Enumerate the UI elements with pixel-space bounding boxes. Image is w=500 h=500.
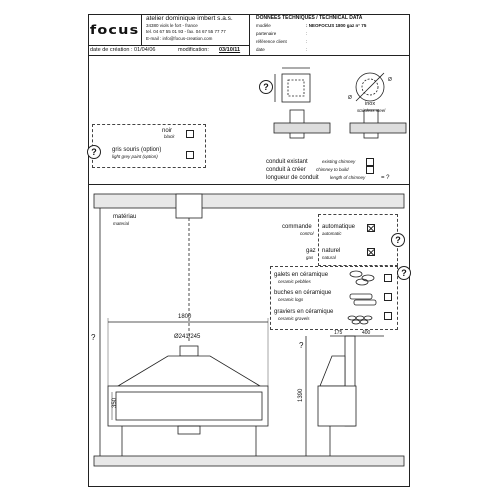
left-height-question: ? <box>91 333 96 342</box>
paint-grey-en: light grey paint (option) <box>112 154 158 159</box>
fuel-gravels-en: ceramic gravels <box>278 316 310 321</box>
paint-black-checkbox[interactable] <box>186 130 194 138</box>
control-label: commande <box>282 224 312 230</box>
control-automatic-label: automatique <box>322 224 356 230</box>
chimney-to-build-checkbox[interactable] <box>366 166 374 174</box>
gas-natural-checkbox[interactable] <box>367 248 375 256</box>
floor-section-inox <box>350 123 406 133</box>
creation-date: date de création : 01/04/06 <box>90 47 156 53</box>
fuel-pebbles-checkbox[interactable] <box>384 274 392 282</box>
tech-label-date: date <box>256 47 265 52</box>
chimney-length-label: longueur de conduit <box>266 175 319 181</box>
side-firebox <box>318 386 356 426</box>
fuel-logs-checkbox[interactable] <box>384 293 392 301</box>
existing-chimney-en: existing chimney <box>322 159 356 164</box>
gas-en: gas <box>306 255 314 260</box>
paint-black-en: black <box>164 134 175 139</box>
tech-value-date: : <box>306 47 308 52</box>
flue-diameter: Ø241/245 <box>174 334 201 340</box>
total-height-dimension: 1390 <box>298 388 304 402</box>
paint-grey-checkbox[interactable] <box>186 151 194 159</box>
company-email: E-mail : info@focus-creation.com <box>146 36 213 41</box>
fuel-gravels-checkbox[interactable] <box>384 312 392 320</box>
chimney-to-build-label: conduit à créer <box>266 167 306 173</box>
control-en: control <box>300 231 314 236</box>
phi-label-1: Ø <box>348 95 352 101</box>
width-dimension: 1800 <box>178 314 192 320</box>
tech-value-model: : NEOFOCUS 1800 gaz n° 75 <box>306 23 367 28</box>
control-automatic-checkbox[interactable] <box>367 224 375 232</box>
ceiling-slab <box>94 194 404 208</box>
existing-chimney-label: conduit existant <box>266 159 308 165</box>
floor-section-existing <box>274 123 330 133</box>
section-divider <box>88 184 410 185</box>
company-name: atelier dominique imbert s.a.s. <box>146 15 233 22</box>
gas-label: gaz <box>306 248 316 254</box>
question-icon-paint: ? <box>87 145 101 159</box>
fuel-pebbles-en: ceramic pebbles <box>278 279 311 284</box>
existing-chimney-checkbox[interactable] <box>366 158 374 166</box>
material-label-en: material <box>113 221 130 226</box>
question-icon-control: ? <box>391 233 405 247</box>
fuel-pebbles-label: galets en céramique <box>274 272 329 278</box>
gas-natural-en: natural <box>322 255 336 260</box>
company-address: 34380 viols le fort - france <box>146 23 198 28</box>
dimension-175: 175 <box>334 330 343 336</box>
fuel-gravels-label: graviers en céramique <box>274 309 334 315</box>
chimney-square-outer <box>282 74 310 102</box>
dimension-400: 400 <box>362 330 371 336</box>
ceiling-flue-passage <box>176 194 202 218</box>
floor-slab <box>94 456 404 466</box>
chimney-square-inner <box>288 80 304 96</box>
material-label: matériau <box>113 214 137 220</box>
paint-grey-label: gris souris (option) <box>112 147 162 153</box>
gas-natural-label: naturel <box>322 248 341 254</box>
fuel-logs-label: buches en céramique <box>274 290 332 296</box>
tech-label-partner: partenaire <box>256 31 277 36</box>
phi-label-2: Ø <box>388 77 392 83</box>
tech-value-partner: : <box>306 31 308 36</box>
chimney-length-en: length of chimney <box>330 175 366 180</box>
side-hood <box>320 356 345 386</box>
tech-label-model: modèle <box>256 23 271 28</box>
right-height-question: ? <box>299 341 304 350</box>
chimney-length-value: = ? <box>381 175 390 181</box>
modification-date: 03/10/11 <box>219 47 241 53</box>
company-phones: tel. 04 67 55 01 93 - fax. 04 67 55 77 77 <box>146 29 226 34</box>
question-icon-fuel: ? <box>397 266 411 280</box>
inox-label-en: stainless steel <box>357 108 386 113</box>
technical-data-title: DONNEES TECHNIQUES / TECHNICAL DATA <box>256 15 363 21</box>
fuel-logs-en: ceramic logs <box>278 297 304 302</box>
glass-height-dimension: 350 <box>112 397 118 408</box>
question-icon-square: ? <box>259 80 273 94</box>
tech-label-client-ref: référence client <box>256 39 287 44</box>
gas-valve <box>178 426 200 434</box>
tech-value-client-ref: : <box>306 39 308 44</box>
paint-black-label: noir <box>162 128 173 134</box>
focus-logo: focus <box>89 23 140 37</box>
flue-collar <box>180 346 198 356</box>
chimney-to-build-en: chimney to build <box>316 167 349 172</box>
modification-label: modification: <box>178 47 209 53</box>
hood <box>118 356 260 386</box>
control-automatic-en: automatic <box>322 231 342 236</box>
inox-label: inox <box>365 101 376 107</box>
